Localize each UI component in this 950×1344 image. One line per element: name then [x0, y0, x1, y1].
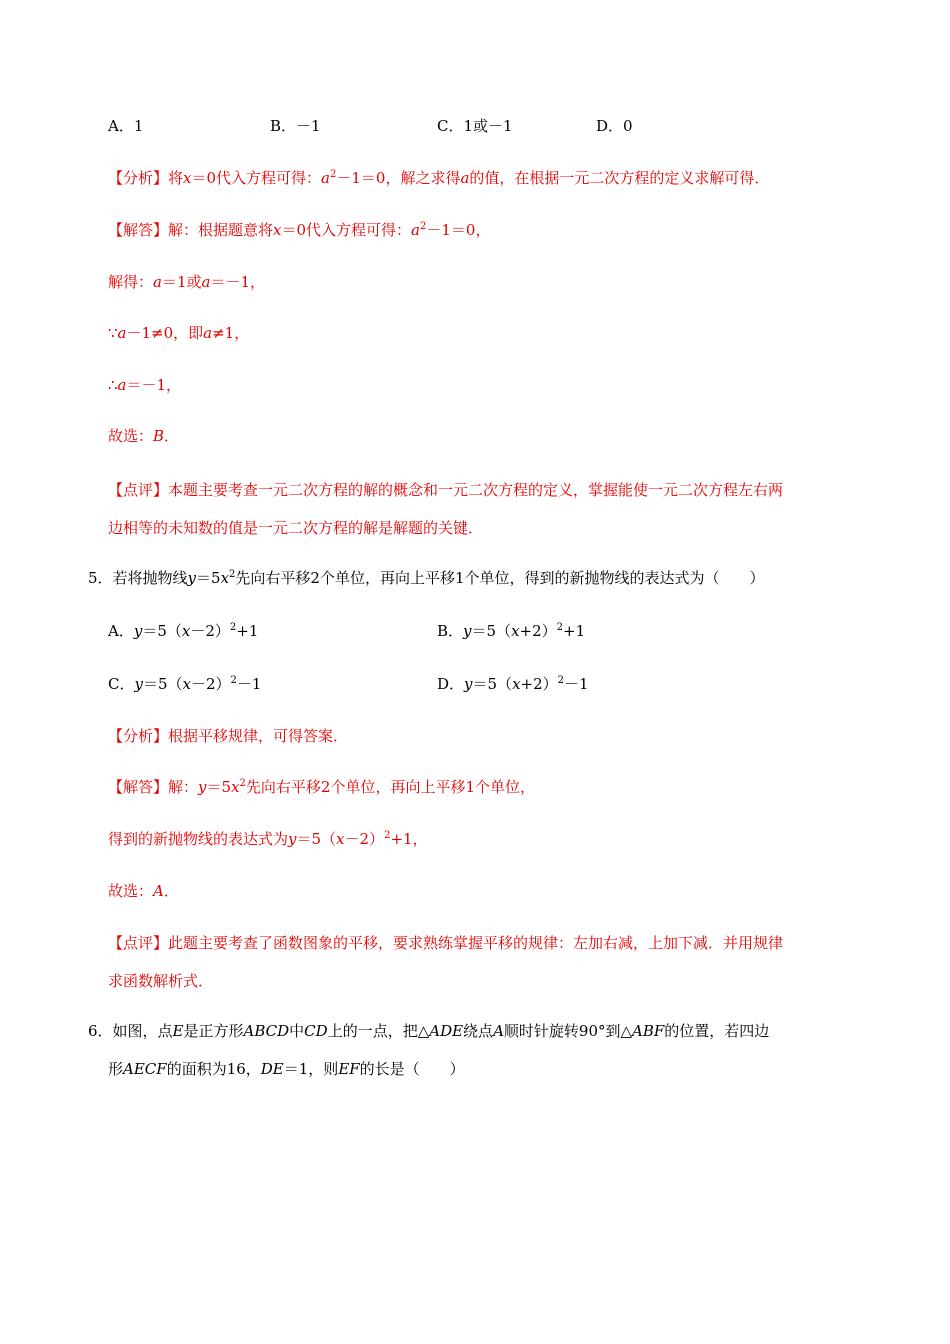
text: 得到的新抛物线的表达式为 [108, 830, 289, 848]
var: a [411, 221, 420, 239]
q5-comment-line-1 [108, 933, 783, 953]
var: y [288, 830, 297, 848]
var: a [201, 273, 211, 291]
text: ＝1，则 [283, 1060, 339, 1078]
text: ＝5 [196, 569, 221, 587]
var: y [134, 675, 143, 693]
q4-analysis [108, 168, 769, 188]
comment-tag: 【点评】 [108, 934, 169, 952]
var: EF [338, 1060, 360, 1078]
q5-choice [108, 881, 179, 901]
var: x [220, 569, 230, 587]
text: 上的一点，把△ [327, 1022, 430, 1040]
var: y [198, 778, 207, 796]
var: DE [260, 1060, 284, 1078]
q5-solution [108, 777, 535, 797]
text: 的位置，若四边 [664, 1022, 770, 1040]
exp: 2 [230, 675, 237, 686]
var: a [153, 273, 162, 291]
text: 顺时针旋转90°到△ [503, 1022, 633, 1040]
solution-tag: 【解答】 [108, 778, 169, 796]
q5-option-c [108, 674, 261, 694]
var: x [511, 622, 520, 640]
q5-result [108, 829, 428, 849]
exp: 2 [556, 622, 564, 633]
text: ≠1， [212, 324, 250, 342]
text: 形 [108, 1060, 124, 1078]
text: ＝5 [206, 778, 232, 796]
text: ＝5（ [472, 675, 513, 693]
text: ． [164, 427, 180, 445]
var: a [117, 376, 127, 394]
answer-letter: A [153, 882, 164, 900]
text: ＝5（ [142, 675, 183, 693]
q4-solution [108, 220, 490, 240]
var: ADE [429, 1022, 464, 1040]
text: 故选： [108, 427, 154, 445]
var: a [460, 169, 470, 187]
q5-comment-line-2: 求函数解析式． [108, 972, 214, 990]
because-symbol: ∵ [108, 324, 118, 342]
var: ABCD [243, 1022, 290, 1040]
text: B． [437, 622, 464, 640]
var: y [133, 622, 143, 640]
var: CD [304, 1022, 328, 1040]
exp: 2 [330, 169, 337, 180]
text: +1 [236, 622, 259, 640]
q4-choice [108, 426, 179, 446]
q4-option-b: B．－1 [270, 117, 321, 135]
exp: 2 [229, 622, 237, 633]
answer-letter: B [153, 427, 165, 445]
text: 的长是（ ） [359, 1060, 465, 1078]
text: 6．如图，点 [88, 1022, 173, 1040]
q5-analysis [108, 726, 348, 746]
text: 故选： [108, 882, 154, 900]
var: x [512, 675, 521, 693]
var: y [187, 569, 197, 587]
text: －1 [564, 675, 589, 693]
var: ABF [632, 1022, 665, 1040]
var: x [181, 622, 191, 640]
text: －1＝0，解之求得 [336, 169, 461, 187]
text: D． [437, 675, 465, 693]
exp: 2 [557, 675, 565, 686]
text: ＝0代入方程可得： [191, 169, 322, 187]
text: －1≠0，即 [126, 324, 204, 342]
var: a [117, 324, 127, 342]
var: a [321, 169, 330, 187]
text: +1 [563, 622, 586, 640]
text: －2） [190, 675, 231, 693]
text: 的面积为16， [166, 1060, 261, 1078]
var: x [273, 221, 282, 239]
exp: 2 [239, 778, 246, 789]
exp: 2 [384, 830, 391, 841]
text: 的值，在根据一元二次方程的定义求解可得． [469, 169, 770, 187]
text: －2） [190, 622, 230, 640]
q4-option-a: A．1 [108, 117, 144, 135]
text: －1＝0， [426, 221, 491, 239]
var: x [182, 675, 191, 693]
q5-option-d [437, 674, 589, 694]
text: ＝－1， [210, 273, 266, 291]
text: 本题主要考查一元二次方程的解的概念和一元二次方程的定义，掌握能使一元二次方程左右两 [168, 481, 784, 499]
q5-option-a [108, 621, 258, 641]
text: ． [163, 882, 179, 900]
text: 是正方形 [183, 1022, 244, 1040]
text: ＝0代入方程可得： [281, 221, 412, 239]
var: AECF [123, 1060, 167, 1078]
text: ＝1或 [161, 273, 202, 291]
q4-option-c: C．1或－1 [437, 117, 513, 135]
text: 解得： [108, 273, 154, 291]
q6-stem-line-2 [108, 1059, 465, 1079]
text: －2） [344, 830, 385, 848]
text: 将 [168, 169, 184, 187]
analysis-tag: 【分析】 [108, 727, 169, 745]
q4-comment-line-2: 边相等的未知数的值是一元二次方程的解是解题的关键． [108, 519, 484, 537]
q5-option-b [437, 621, 585, 641]
text: ＝5（ [471, 622, 512, 640]
solution-tag: 【解答】 [108, 221, 169, 239]
text: 5．若将抛物线 [88, 569, 188, 587]
text: A． [108, 622, 134, 640]
var: A [493, 1022, 504, 1040]
q4-step-1 [108, 272, 265, 292]
exp: 2 [420, 221, 427, 232]
q5-stem [88, 568, 765, 588]
exp: 2 [229, 569, 236, 580]
var: x [231, 778, 240, 796]
text: 根据平移规律，可得答案． [168, 727, 349, 745]
text: 先向右平移2个单位，再向上平移1个单位，得到的新抛物线的表达式为（ ） [235, 569, 765, 587]
text: 解： [168, 778, 199, 796]
analysis-tag: 【分析】 [108, 169, 169, 187]
var: x [336, 830, 345, 848]
text: 先向右平移2个单位，再向上平移1个单位， [245, 778, 535, 796]
comment-tag: 【点评】 [108, 481, 169, 499]
text: +2） [519, 622, 557, 640]
text: 此题主要考查了函数图象的平移，要求熟练掌握平移的规律：左加右减，上加下减．并用规律 [168, 934, 784, 952]
q4-step-2 [108, 323, 249, 343]
text: 解：根据题意将 [168, 221, 274, 239]
text: ＝5（ [142, 622, 182, 640]
therefore-symbol: ∴ [108, 376, 118, 394]
text: ＝5（ [296, 830, 337, 848]
text: 绕点 [463, 1022, 494, 1040]
text: ＝－1， [126, 376, 182, 394]
var: y [464, 675, 473, 693]
text: +1， [390, 830, 428, 848]
var: y [463, 622, 472, 640]
q6-stem-line-1 [88, 1021, 769, 1041]
var: E [172, 1022, 184, 1040]
var: x [183, 169, 192, 187]
text: C． [108, 675, 135, 693]
var: a [203, 324, 213, 342]
text: 中 [289, 1022, 305, 1040]
q4-step-3 [108, 375, 181, 395]
text: －1 [236, 675, 262, 693]
text: +2） [520, 675, 558, 693]
q4-option-d: D．0 [596, 117, 633, 135]
q4-comment-line-1 [108, 480, 783, 500]
